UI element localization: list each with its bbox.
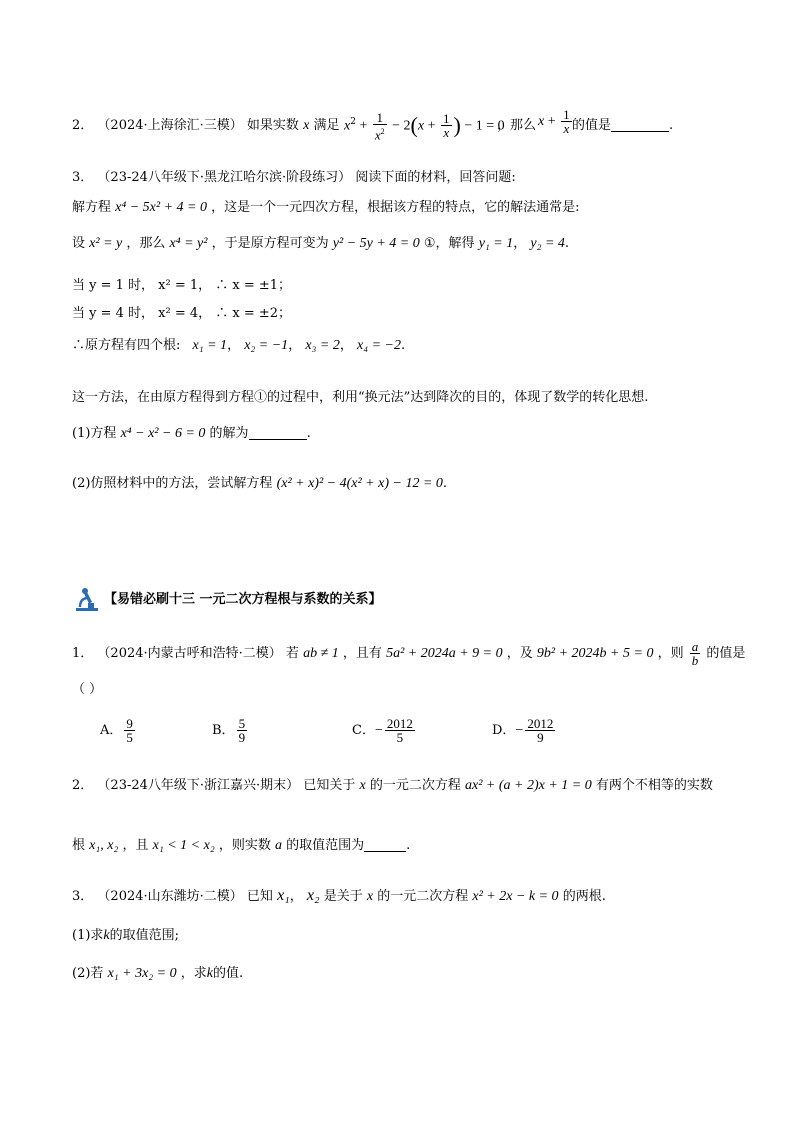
part-1: (1)方程 x⁴ − x² − 6 = 0 的解为 . [72, 426, 311, 441]
question-text: 满足 [313, 118, 340, 133]
equation: (x² + x)² − 4(x² + x) − 12 = 0 [276, 476, 443, 491]
option-c[interactable]: C．− $\frac{2012}{5}$ [352, 716, 413, 745]
root: x₃ = 2 [305, 338, 340, 353]
equation: y² − 5y + 4 = 0 [332, 236, 420, 251]
expression: x + $\frac{1}{x}$ [538, 107, 570, 136]
equation: x⁴ − 5x² + 4 = 0 [115, 200, 207, 215]
material-line-5: ∴原方程有四个根: x₁ = 1， x₂ = −1， x₃ = 2， x₄ = −2. [72, 338, 406, 353]
material-line-6: 这一方法，在由原方程得到方程①的过程中，利用“换元法”达到降次的目的，体现了数学的转化思想. [72, 390, 649, 405]
section-title: 【易错必刷十三 一元二次方程根与系数的关系】 [104, 592, 382, 607]
question-source: （23-24八年级下·浙江嘉兴·期末） [97, 778, 300, 793]
question-number: 2． [72, 118, 94, 133]
root: x₂ = −1 [244, 338, 289, 353]
part-2: (2)仿照材料中的方法，尝试解方程 (x² + x)² − 4(x² + x) − 12 = 0. [72, 476, 448, 491]
question-text: 如果实数 [246, 118, 299, 133]
section-question-2: 2． （23-24八年级下·浙江嘉兴·期末） 已知关于 x 的一元二次方程 ax² + (a + 2)x + 1 = 0 有两个不相等的实数 [72, 778, 713, 793]
option-a[interactable]: A． $\frac{9}{5}$ [100, 716, 133, 745]
answer-blank[interactable] [364, 837, 406, 852]
equation: x² = y [89, 236, 123, 251]
material-line-2: 设 x² = y ，那么 x⁴ = y² ，于是原方程可变为 y² − 5y + 4 = 0 ①，解得 y₁ = 1， y₂ = 4. [72, 236, 570, 251]
answer-blank[interactable] [249, 425, 307, 440]
inequality: x₁ < 1 < x₂ [152, 838, 215, 853]
section-question-2-line-2: 根 x₁, x₂ ，且 x₁ < 1 < x₂ ，则实数 a 的取值范围为 . [72, 838, 411, 853]
equation: ax² + (a + 2)x + 1 = 0 [464, 778, 592, 793]
equation: x₁ + 3x₂ = 0 [107, 966, 177, 981]
material-line-4: 当 y = 4 时， x² = 4， ∴ x = ±2； [72, 306, 292, 321]
answer-blank[interactable] [611, 117, 669, 132]
condition: ab ≠ 1 [303, 646, 339, 661]
section-question-3: 3． （2024·山东潍坊·二模） 已知 x₁， x₂ 是关于 x 的一元二次方程 x² + 2x − k = 0 的两根. [72, 887, 606, 904]
question-number: 2． [72, 778, 94, 793]
section-question-3-part-1: (1)求k的取值范围; [72, 928, 180, 943]
section-question-1: 1． （2024·内蒙古呼和浩特·二模） 若 ab ≠ 1 ，且有 5a² + 2024a + 9 = 0 ，及 9b² + 2024b + 5 = 0 ，则 $\frac{a}{b}$ 的值是 [72, 639, 746, 668]
answer-paren: （ ） [72, 682, 103, 697]
question-number: 3． [72, 889, 94, 904]
equation: x⁴ = y² [169, 236, 208, 251]
question-source: （2024·上海徐汇·三模） [97, 118, 243, 133]
material-line-3: 当 y = 1 时， x² = 1， ∴ x = ±1； [72, 278, 292, 293]
question-number: 3． [72, 170, 94, 185]
material-line-1: 解方程 x⁴ − 5x² + 4 = 0 ，这是一个一元四次方程，根据该方程的特点，它的解法通常是: [72, 200, 580, 215]
section-question-3-part-2: (2)若 x₁ + 3x₂ = 0 ，求k的值. [72, 966, 244, 981]
question-source: （2024·内蒙古呼和浩特·二模） [97, 646, 282, 661]
question-2-top [72, 116, 339, 136]
equation: 5a² + 2024a + 9 = 0 [386, 646, 503, 661]
question-text-tail: 的值是 . [572, 118, 674, 133]
equation: $x^2$ + $\frac{1}{x^2}$ − 2(x + $\frac{1}{x}$ ) − 1 = 0 [344, 109, 505, 142]
equation: x⁴ − x² − 6 = 0 [120, 426, 206, 441]
question-text-tail: ，那么 [497, 118, 537, 133]
equation: y₂ = 4 [530, 236, 565, 251]
microscope-icon [72, 586, 102, 612]
root: x₄ = −2 [357, 338, 401, 353]
equation: 9b² + 2024b + 5 = 0 [536, 646, 654, 661]
question-source: （23-24八年级下·黑龙江哈尔滨·阶段练习） [97, 170, 352, 185]
equation: x² + 2x − k = 0 [472, 889, 559, 904]
option-d[interactable]: D．− $\frac{2012}{9}$ [492, 716, 554, 745]
question-prompt: 阅读下面的材料，回答问题: [355, 170, 516, 185]
fraction-a-over-b: $\frac{a}{b}$ [691, 639, 699, 668]
question-3-top [72, 168, 516, 188]
root: x₁ = 1 [192, 338, 228, 353]
option-b[interactable]: B． $\frac{5}{9}$ [212, 716, 246, 745]
question-source: （2024·山东潍坊·二模） [97, 889, 243, 904]
question-number: 1． [72, 646, 94, 661]
math-var: x [303, 118, 310, 133]
equation: y₁ = 1 [478, 236, 514, 251]
